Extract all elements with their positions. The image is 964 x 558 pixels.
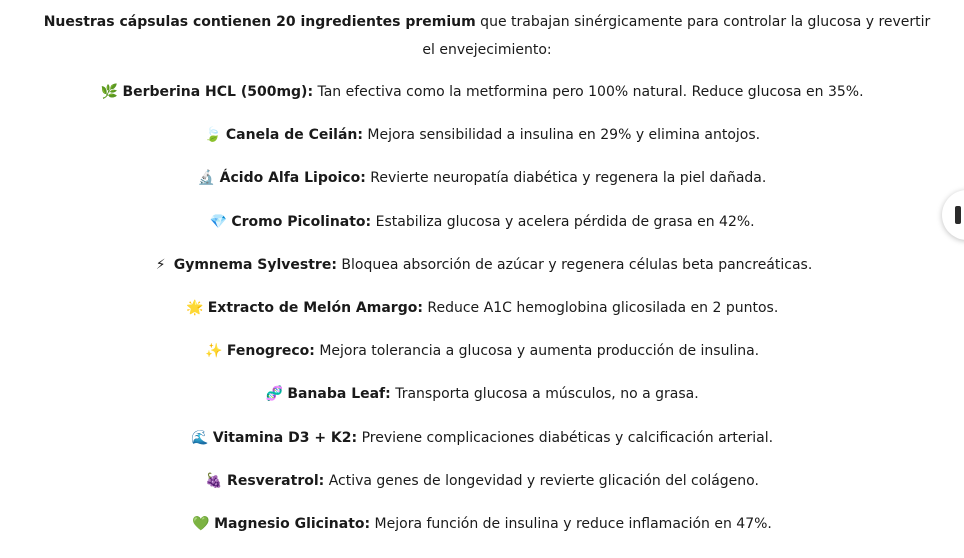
widget-icon <box>955 206 961 224</box>
ingredient-name: Cromo Picolinato: <box>231 214 372 230</box>
ingredient-name: Berberina HCL (500mg): <box>122 84 314 100</box>
intro-paragraph <box>40 8 934 64</box>
ingredient-item <box>0 340 964 362</box>
ingredient-description: Transporta glucosa a músculos, no a grasa. <box>390 386 699 402</box>
ingredient-item <box>0 470 964 492</box>
ingredient-description: Estabiliza glucosa y acelera pérdida de grasa en 42%. <box>371 214 755 230</box>
ingredient-item <box>0 167 964 189</box>
herb-icon: 🌿 <box>100 84 119 100</box>
leaf-icon: 🍃 <box>204 127 222 143</box>
ingredient-name: Vitamina D3 + K2: <box>212 430 358 446</box>
ingredient-item <box>0 513 964 535</box>
ingredient-description: Activa genes de longevidad y revierte glicación del colágeno. <box>324 473 759 489</box>
ingredient-name: Banaba Leaf: <box>287 386 391 402</box>
ingredient-description: Previene complicaciones diabéticas y calcificación arterial. <box>357 430 774 446</box>
star-icon: 🌟 <box>186 300 204 316</box>
wave-icon: 🌊 <box>191 430 209 446</box>
ingredient-name: Magnesio Glicinato: <box>214 516 371 532</box>
ingredient-item <box>0 211 964 233</box>
gem-icon: 💎 <box>209 214 228 230</box>
ingredient-item <box>0 81 964 103</box>
ingredient-name: Extracto de Melón Amargo: <box>207 300 423 316</box>
ingredient-name: Gymnema Sylvestre: <box>173 257 337 273</box>
ingredient-description: Mejora sensibilidad a insulina en 29% y elimina antojos. <box>362 127 761 143</box>
ingredient-description: Bloquea absorción de azúcar y regenera células beta pancreáticas. <box>336 257 813 273</box>
ingredient-description: Revierte neuropatía diabética y regenera la piel dañada. <box>365 170 767 186</box>
ingredient-item <box>0 297 964 319</box>
ingredient-description: Mejora tolerancia a glucosa y aumenta producción de insulina. <box>314 343 760 359</box>
green-heart-icon: 💚 <box>192 516 210 532</box>
sparkles-icon: ✨ <box>205 343 223 359</box>
ingredient-description: Tan efectiva como la metformina pero 100% natural. Reduce glucosa en 35%. <box>313 84 864 100</box>
ingredient-item <box>0 427 964 449</box>
ingredient-item <box>0 254 964 276</box>
ingredient-name: Fenogreco: <box>226 343 315 359</box>
intro-rest: que trabajan sinérgicamente para controlar la glucosa y revertir el envejecimiento: <box>422 14 931 58</box>
intro-bold: Nuestras cápsulas contienen 20 ingredientes premium <box>43 14 476 30</box>
ingredient-name: Canela de Ceilán: <box>225 127 363 143</box>
ingredient-description: Mejora función de insulina y reduce inflamación en 47%. <box>370 516 772 532</box>
microscope-icon: 🔬 <box>197 170 216 186</box>
ingredient-name: Ácido Alfa Lipoico: <box>219 170 366 186</box>
ingredient-description: Reduce A1C hemoglobina glicosilada en 2 puntos. <box>422 300 779 316</box>
dna-icon: 🧬 <box>265 386 284 402</box>
ingredient-item <box>0 124 964 146</box>
grapes-icon: 🍇 <box>205 473 223 489</box>
ingredient-item <box>0 383 964 405</box>
lightning-icon: ⚡ <box>155 257 166 273</box>
ingredient-name: Resveratrol: <box>227 473 325 489</box>
